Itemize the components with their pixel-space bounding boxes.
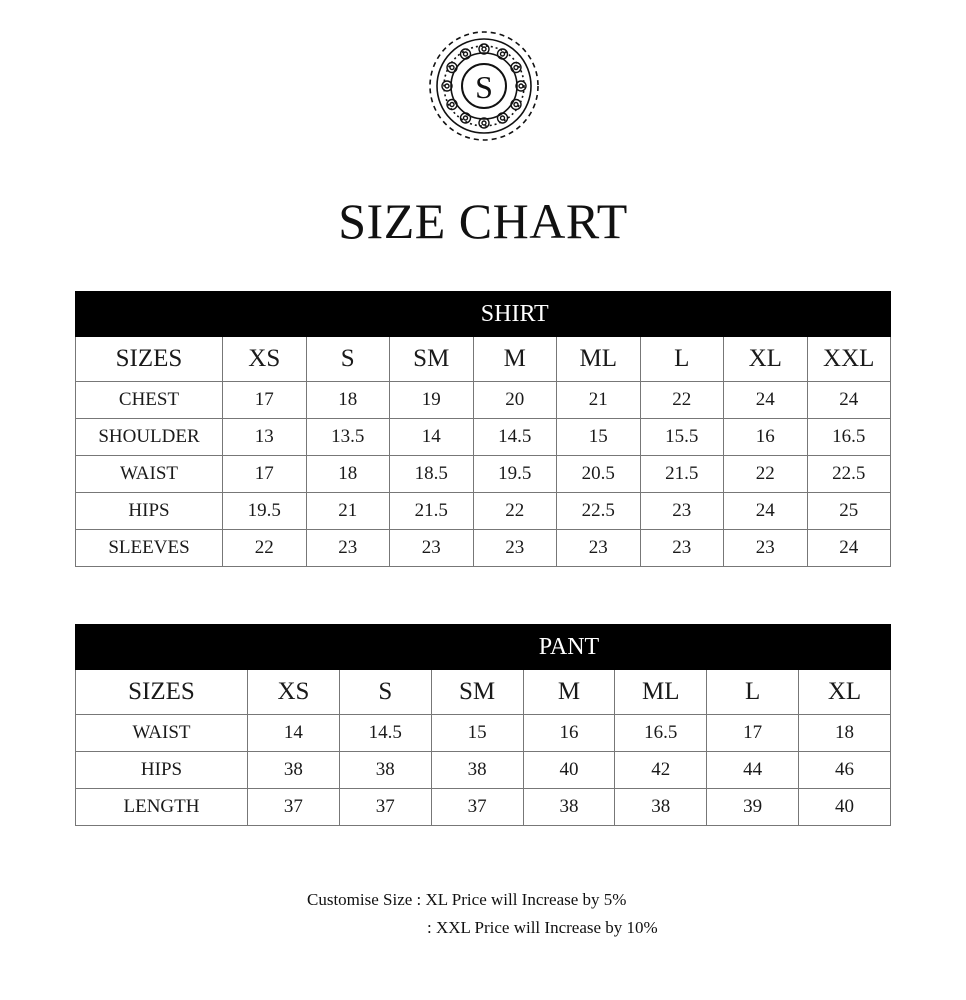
shirt-measurement-label: SHOULDER (76, 419, 223, 456)
pant-measurement-value: 38 (523, 789, 615, 826)
pant-measurement-value: 40 (799, 789, 891, 826)
shirt-measurement-value: 22 (473, 493, 557, 530)
ornament-swirl-center (450, 66, 454, 70)
shirt-size-header: M (473, 337, 557, 382)
shirt-size-header: ML (557, 337, 641, 382)
pant-measurement-value: 37 (431, 789, 523, 826)
shirt-sizes-row (76, 337, 891, 382)
pant-measurement-value: 39 (707, 789, 799, 826)
customise-note-xl: Customise Size : XL Price will Increase by 5% (307, 890, 627, 909)
pant-size-header: SM (431, 670, 523, 715)
shirt-heading-row (76, 292, 891, 337)
pant-measurement-row (76, 715, 891, 752)
shirt-measurement-value: 14 (390, 419, 474, 456)
ornament-swirl-center (501, 52, 505, 56)
ornament-swirl-center (519, 84, 523, 88)
pant-measurement-value: 44 (707, 752, 799, 789)
shirt-measurement-value: 23 (557, 530, 641, 567)
shirt-measurement-label: WAIST (76, 456, 223, 493)
pant-measurement-value: 42 (615, 752, 707, 789)
shirt-measurement-value: 21.5 (390, 493, 474, 530)
customise-note-xxl: : XXL Price will Increase by 10% (427, 918, 658, 937)
shirt-measurement-row (76, 382, 891, 419)
pant-size-table (75, 624, 891, 826)
pant-measurement-value: 38 (339, 752, 431, 789)
pant-size-header: ML (615, 670, 707, 715)
pant-measurement-value: 38 (431, 752, 523, 789)
shirt-measurement-value: 22.5 (807, 456, 891, 493)
pant-measurement-value: 14 (248, 715, 340, 752)
ornament-swirl-center (482, 121, 486, 125)
page-title: SIZE CHART (338, 193, 628, 249)
pant-heading-row (76, 625, 891, 670)
shirt-size-header: SM (390, 337, 474, 382)
pant-measurement-value: 46 (799, 752, 891, 789)
shirt-measurement-label: CHEST (76, 382, 223, 419)
brand-monogram-logo (425, 27, 543, 145)
pant-size-header: XL (799, 670, 891, 715)
shirt-size-header: XXL (807, 337, 891, 382)
shirt-measurement-value: 23 (306, 530, 390, 567)
pant-measurement-label: WAIST (76, 715, 248, 752)
shirt-measurement-row (76, 419, 891, 456)
shirt-size-table (75, 291, 891, 567)
shirt-measurement-value: 18 (306, 382, 390, 419)
pant-measurement-value: 38 (615, 789, 707, 826)
shirt-measurement-value: 21.5 (640, 456, 724, 493)
shirt-section-heading: SHIRT (390, 292, 641, 337)
shirt-measurement-value: 16.5 (807, 419, 891, 456)
pant-measurement-value: 16 (523, 715, 615, 752)
ornament-swirl (498, 49, 508, 59)
shirt-measurement-value: 25 (807, 493, 891, 530)
ornament-swirl (498, 113, 508, 123)
shirt-measurement-row (76, 493, 891, 530)
shirt-measurement-value: 15 (557, 419, 641, 456)
shirt-measurement-value: 13.5 (306, 419, 390, 456)
pant-measurement-value: 15 (431, 715, 523, 752)
pant-measurement-label: HIPS (76, 752, 248, 789)
shirt-measurement-value: 24 (807, 382, 891, 419)
pant-measurement-value: 18 (799, 715, 891, 752)
shirt-measurement-value: 17 (223, 456, 307, 493)
shirt-measurement-value: 19.5 (473, 456, 557, 493)
shirt-size-header: XS (223, 337, 307, 382)
shirt-sizes-label: SIZES (76, 337, 223, 382)
shirt-measurement-value: 21 (557, 382, 641, 419)
ornament-swirl-center (450, 103, 454, 107)
pant-measurement-value: 40 (523, 752, 615, 789)
shirt-measurement-row (76, 456, 891, 493)
shirt-measurement-value: 24 (807, 530, 891, 567)
pant-measurement-value: 17 (707, 715, 799, 752)
shirt-measurement-value: 19.5 (223, 493, 307, 530)
ornament-swirl-center (482, 47, 486, 51)
shirt-measurement-value: 18.5 (390, 456, 474, 493)
shirt-measurement-value: 24 (724, 382, 808, 419)
shirt-size-header: S (306, 337, 390, 382)
shirt-measurement-value: 23 (724, 530, 808, 567)
pant-size-header: S (339, 670, 431, 715)
pant-measurement-label: LENGTH (76, 789, 248, 826)
pant-measurement-value: 37 (248, 789, 340, 826)
shirt-measurement-value: 23 (640, 530, 724, 567)
pant-measurement-value: 16.5 (615, 715, 707, 752)
shirt-measurement-value: 15.5 (640, 419, 724, 456)
shirt-measurement-row (76, 530, 891, 567)
ornament-swirl-center (501, 116, 505, 120)
pant-size-header: M (523, 670, 615, 715)
shirt-table-body (76, 292, 891, 567)
shirt-measurement-value: 14.5 (473, 419, 557, 456)
shirt-measurement-value: 19 (390, 382, 474, 419)
pant-measurement-value: 14.5 (339, 715, 431, 752)
shirt-measurement-value: 16 (724, 419, 808, 456)
pant-measurement-row (76, 752, 891, 789)
pant-table-body (76, 625, 891, 826)
shirt-measurement-value: 20.5 (557, 456, 641, 493)
ornament-swirl-center (445, 84, 449, 88)
ornament-swirl-center (514, 103, 518, 107)
ornament-swirl (511, 100, 521, 110)
shirt-measurement-label: SLEEVES (76, 530, 223, 567)
ornament-swirl (461, 49, 471, 59)
ornament-swirl-center (464, 52, 468, 56)
shirt-size-header: XL (724, 337, 808, 382)
pant-measurement-value: 38 (248, 752, 340, 789)
shirt-measurement-value: 17 (223, 382, 307, 419)
shirt-measurement-value: 22 (223, 530, 307, 567)
pant-measurement-row (76, 789, 891, 826)
shirt-measurement-value: 13 (223, 419, 307, 456)
shirt-measurement-value: 22 (640, 382, 724, 419)
pant-section-heading: PANT (431, 625, 707, 670)
shirt-measurement-value: 23 (473, 530, 557, 567)
shirt-size-header: L (640, 337, 724, 382)
shirt-measurement-value: 21 (306, 493, 390, 530)
ornament-swirl-center (514, 66, 518, 70)
shirt-measurement-label: HIPS (76, 493, 223, 530)
pant-size-header: L (707, 670, 799, 715)
shirt-measurement-value: 23 (640, 493, 724, 530)
shirt-measurement-value: 20 (473, 382, 557, 419)
pant-sizes-row (76, 670, 891, 715)
pant-sizes-label: SIZES (76, 670, 248, 715)
shirt-measurement-value: 23 (390, 530, 474, 567)
pant-size-header: XS (248, 670, 340, 715)
ornament-swirl-center (464, 116, 468, 120)
ornament-swirl (447, 63, 457, 73)
monogram-letter: S (475, 69, 493, 105)
shirt-measurement-value: 18 (306, 456, 390, 493)
shirt-measurement-value: 22.5 (557, 493, 641, 530)
shirt-measurement-value: 24 (724, 493, 808, 530)
shirt-measurement-value: 22 (724, 456, 808, 493)
pant-measurement-value: 37 (339, 789, 431, 826)
